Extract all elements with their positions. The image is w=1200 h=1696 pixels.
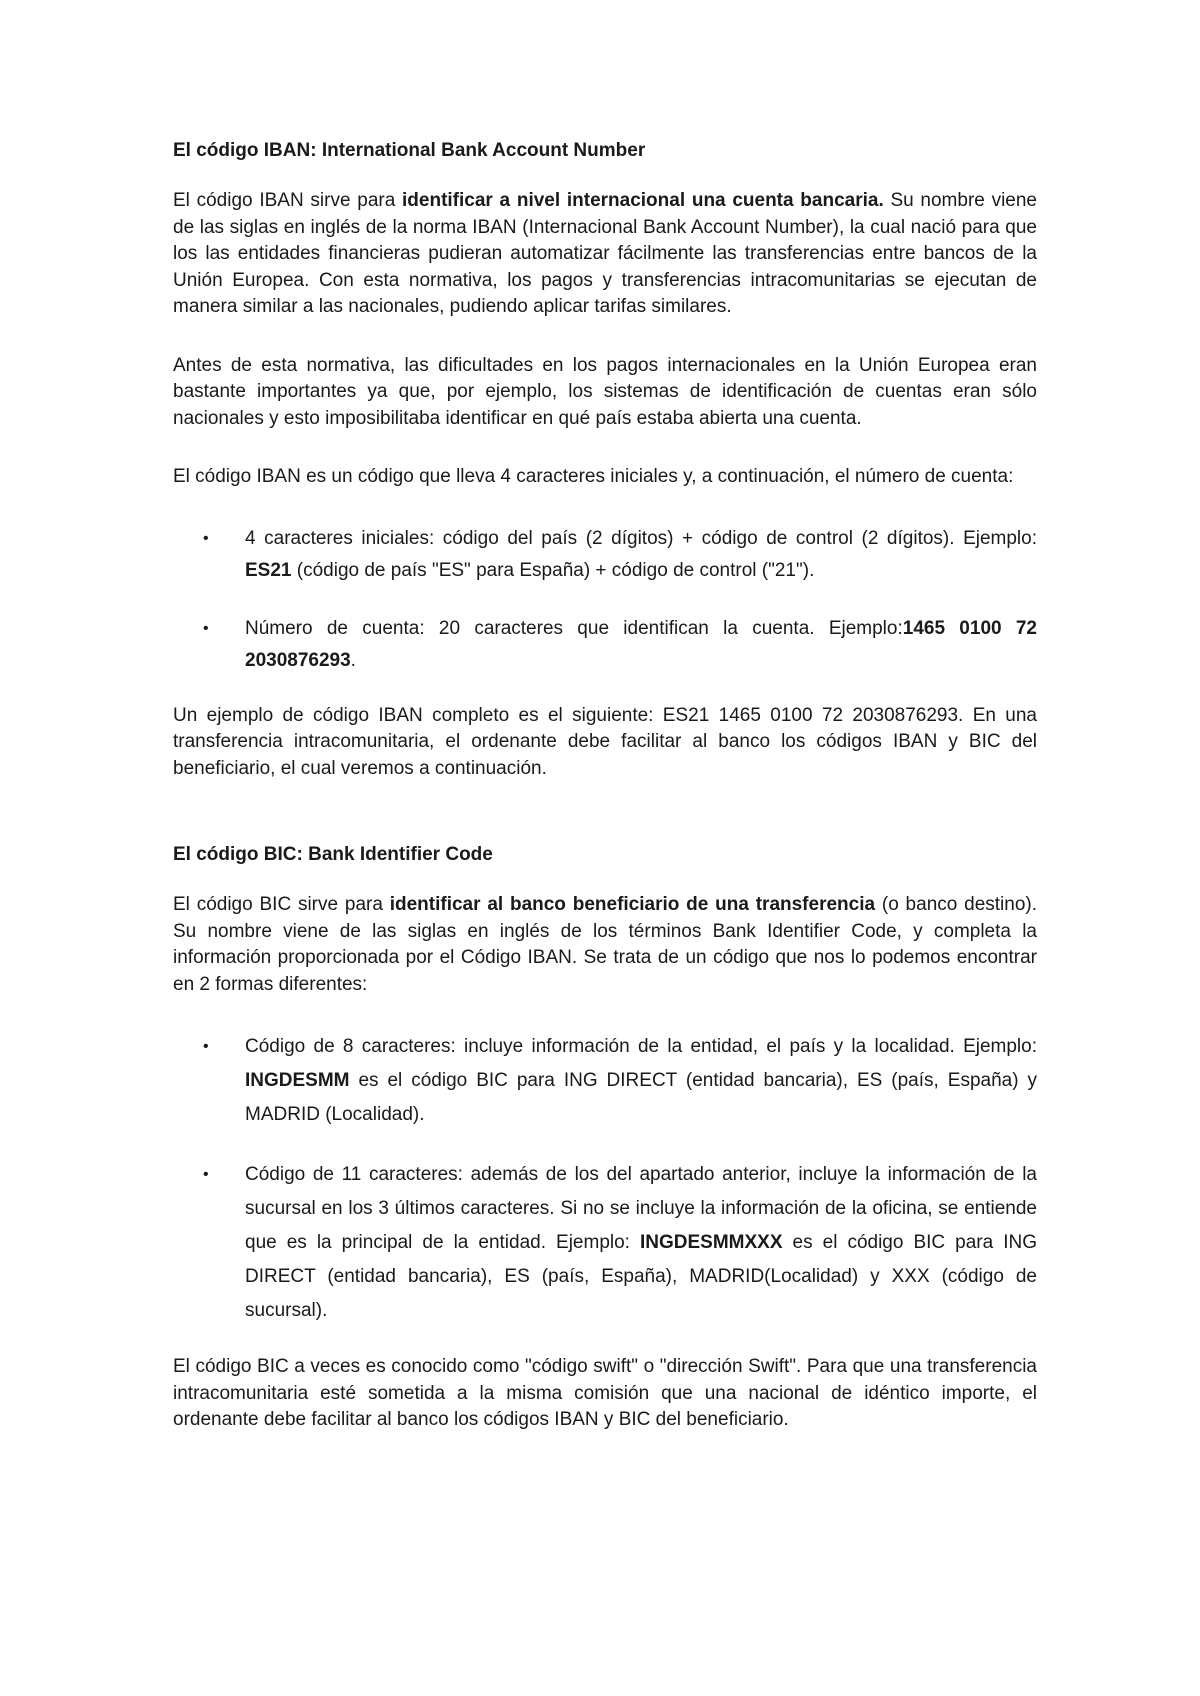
bic-p1-text: El código BIC sirve para: [173, 894, 390, 915]
iban-p1-text-end: Su nombre viene de las siglas en inglés de la norma IBAN (Internacional Bank Account Number), la cual nació para que los las entidades financieras pudieran automatizar fácilmente las transferencias entre bancos de la Unión Europea. Con esta normativa, los pagos y transferencias intracomunitarias se ejecutan de manera similar a las nacionales, pudiendo aplicar tarifas similares.: [173, 190, 1037, 317]
bullet-icon: •: [203, 1038, 209, 1055]
iban-p1-text: El código IBAN sirve para: [173, 190, 403, 211]
bic-paragraph-1: [173, 892, 1037, 998]
iban-bullet-1-example: ES21: [245, 559, 292, 581]
bic-bullet-1-example: INGDESMM: [245, 1070, 350, 1091]
iban-paragraph-3: El código IBAN es un código que lleva 4 caracteres iniciales y, a continuación, el número de cuenta:: [173, 466, 1014, 487]
bic-p1-emphasis: identificar al banco beneficiario de una transferencia: [389, 894, 876, 915]
bic-bullet-1-text: Código de 8 caracteres: incluye información de la entidad, el país y la localidad. Ejemplo:: [245, 1036, 1037, 1057]
iban-bullet-2-text-end: .: [350, 649, 356, 671]
iban-paragraph-4: Un ejemplo de código IBAN completo es el siguiente: ES21 1465 0100 72 2030876293. En una transferencia intracomunitaria, el ordenante debe facilitar al banco los códigos IBAN y BIC del beneficiario, el cual veremos a continuación.: [173, 704, 1037, 779]
bic-p1-text-end: (o banco destino). Su nombre viene de las siglas en inglés de los términos Bank Identifier Code, y completa la información proporcionada por el Código IBAN. Se trata de un código que nos lo podemos encontrar en 2 formas diferentes:: [173, 894, 1038, 995]
bullet-icon: •: [203, 529, 209, 547]
bic-bullet-2-text: Código de 11 caracteres: además de los del apartado anterior, incluye la información de la sucursal en los 3 últimos caracteres. Si no se incluye la información de la oficina, se entiende que es la principal de la entidad. Ejemplo:: [245, 1164, 1037, 1253]
list-item: [203, 1158, 1037, 1328]
list-item: [203, 1030, 1037, 1132]
iban-paragraph-1: [173, 188, 1037, 321]
iban-bullet-list: [173, 523, 1037, 677]
bic-bullet-list: [173, 1030, 1037, 1328]
bic-bullet-1-text-end: es el código BIC para ING DIRECT (entidad bancaria), ES (país, España) y MADRID (Localidad).: [245, 1070, 1037, 1125]
iban-paragraph-2: Antes de esta normativa, las dificultades en los pagos internacionales en la Unión Europea eran bastante importantes ya que, por ejemplo, los sistemas de identificación de cuentas eran sólo nacionales y esto imposibilitaba identificar en qué país estaba abierta una cuenta.: [173, 354, 1037, 429]
bullet-icon: •: [203, 619, 209, 637]
list-item: [203, 523, 1037, 587]
iban-bullet-2-text: Número de cuenta: 20 caracteres que identifican la cuenta. Ejemplo:: [245, 617, 903, 639]
iban-bullet-2-example: 1465 0100 72 2030876293: [245, 617, 1037, 671]
list-item: [203, 613, 1037, 677]
iban-heading: El código IBAN: International Bank Account Number: [173, 140, 646, 161]
iban-p1-emphasis: identificar a nivel internacional una cuenta bancaria.: [402, 190, 884, 211]
bic-bullet-2-text-end: es el código BIC para ING DIRECT (entidad bancaria), ES (país, España), MADRID(Localidad) y XXX (código de sucursal).: [245, 1232, 1037, 1321]
iban-bullet-1-text-end: (código de país "ES" para España) + código de control ("21").: [291, 559, 815, 581]
bic-heading: El código BIC: Bank Identifier Code: [173, 844, 493, 865]
bic-bullet-2-example: INGDESMMXXX: [639, 1232, 783, 1253]
bullet-icon: •: [203, 1166, 209, 1183]
bic-paragraph-2: El código BIC a veces es conocido como "código swift" o "dirección Swift". Para que una transferencia intracomunitaria esté sometida a la misma comisión que una nacional de idéntico importe, el ordenante debe facilitar al banco los códigos IBAN y BIC del beneficiario.: [173, 1356, 1037, 1430]
iban-bullet-1-text: 4 caracteres iniciales: código del país (2 dígitos) + código de control (2 dígitos). Ejemplo:: [245, 527, 1037, 549]
